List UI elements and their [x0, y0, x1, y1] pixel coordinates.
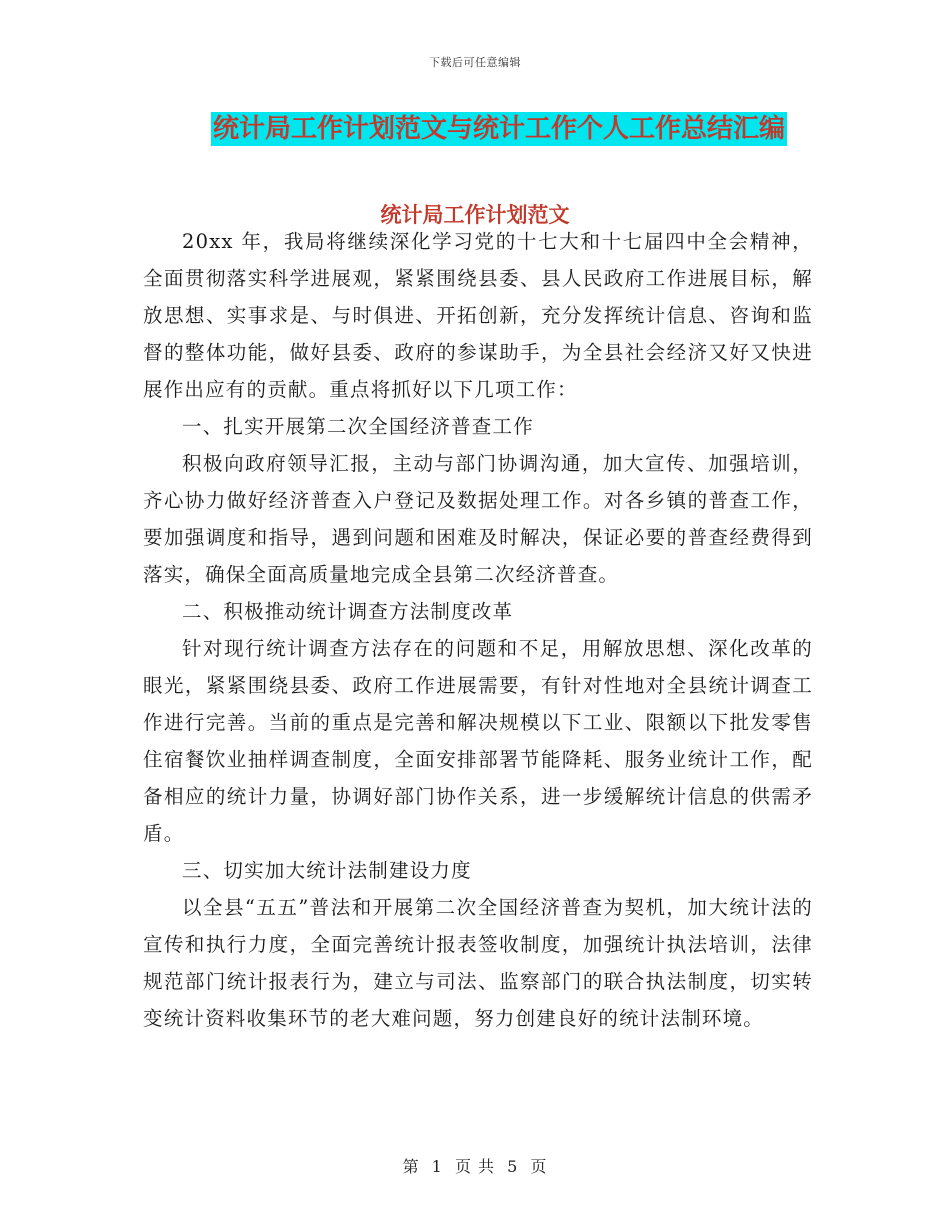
header-note: 下载后可任意编辑: [429, 56, 521, 69]
body-paragraph: 针对现行统计调查方法存在的问题和不足，用解放思想、深化改革的眼光，紧紧围绕县委、政府工作进展需要，有针对性地对全县统计调查工作进行完善。当前的重点是完善和解决规模以下工业、限额以下批发零售住宿餐饮业抽样调查制度，全面安排部署节能降耗、服务业统计工作，配备相应的统计力量，协调好部门协作关系，进一步缓解统计信息的供需矛盾。: [143, 637, 813, 845]
subsection-heading: 二、积极推动统计调查方法制度改革: [182, 600, 514, 623]
section-title: 统计局工作计划范文: [380, 202, 570, 227]
subsection-heading: 一、扎实开展第二次全国经济普查工作: [182, 415, 534, 438]
footer-suffix: 页: [530, 1157, 548, 1176]
body-paragraph: 积极向政府领导汇报，主动与部门协调沟通，加大宣传、加强培训，齐心协力做好经济普查入户登记及数据处理工作。对各乡镇的普查工作，要加强调度和指导，遇到问题和困难及时解决，保证必要的普查经费得到落实，确保全面高质量地完成全县第二次经济普查。: [143, 452, 813, 586]
page-footer: [0, 1154, 950, 1177]
total-pages: 5: [507, 1157, 519, 1176]
subsection-heading: 三、切实加大统计法制建设力度: [182, 859, 472, 882]
body-paragraph: 20xx 年，我局将继续深化学习党的十七大和十七届四中全会精神，全面贯彻落实科学进展观，紧紧围绕县委、县人民政府工作进展目标，解放思想、实事求是、与时俱进、开拓创新，充分发挥统计信息、咨询和监督的整体功能，做好县委、政府的参谋助手，为全县社会经济又好又快进展作出应有的贡献。重点将抓好以下几项工作：: [143, 230, 813, 401]
body-paragraph: 以全县“五五”普法和开展第二次全国经济普查为契机，加大统计法的宣传和执行力度，全面完善统计报表签收制度，加强统计执法培训，法律规范部门统计报表行为，建立与司法、监察部门的联合执法制度，切实转变统计资料收集环节的老大难问题，努力创建良好的统计法制环境。: [143, 896, 813, 1030]
document-title-text: 统计局工作计划范文与统计工作个人工作总结汇编: [212, 114, 785, 144]
document-body: [143, 223, 813, 1037]
document-title: [0, 112, 950, 146]
page-number: 1: [431, 1157, 443, 1176]
footer-prefix: 第: [402, 1157, 420, 1176]
footer-middle: 页 共: [454, 1157, 496, 1176]
